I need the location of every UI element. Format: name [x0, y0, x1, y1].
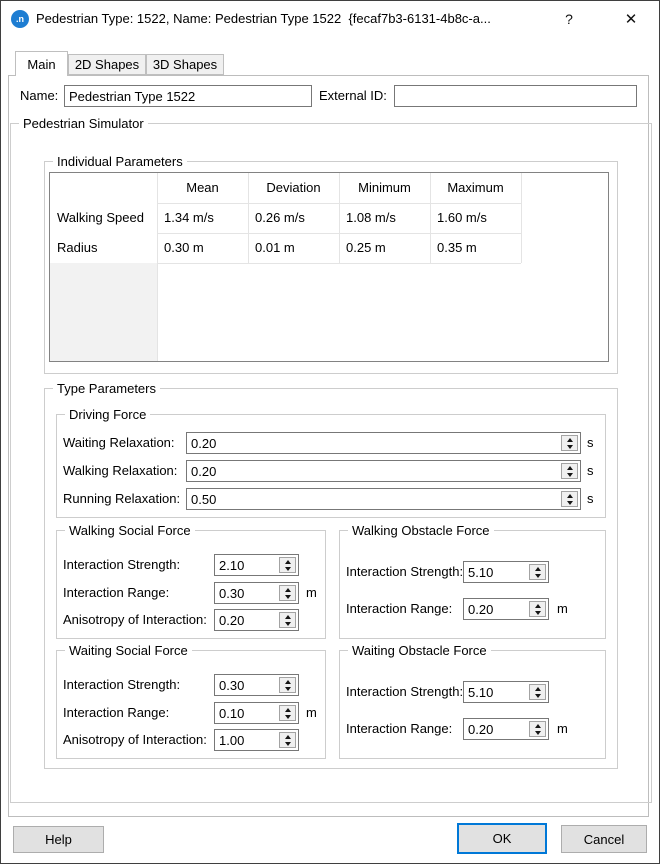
waof-interaction-strength-input[interactable] — [464, 682, 526, 702]
walking-relaxation-label: Walking Relaxation: — [63, 463, 178, 478]
spinner — [561, 463, 578, 479]
unit-label: s — [587, 435, 594, 450]
spin-down-button[interactable] — [530, 729, 545, 736]
spin-down-button[interactable] — [562, 443, 577, 450]
unit-label: s — [587, 463, 594, 478]
arrow-down-icon — [285, 595, 291, 599]
pedestrian-simulator-group-label: Pedestrian Simulator — [19, 114, 148, 133]
column-header-mean: Mean — [186, 180, 219, 195]
wof-interaction-range-spinbox — [463, 598, 549, 620]
spinner — [279, 732, 296, 748]
help-button[interactable]: Help — [13, 826, 104, 853]
spin-up-button[interactable] — [280, 613, 295, 620]
interaction-range-label: Interaction Range: — [346, 721, 453, 736]
close-icon[interactable]: ✕ — [624, 11, 638, 28]
arrow-up-icon — [285, 588, 291, 592]
spin-up-button[interactable] — [280, 678, 295, 685]
wasf-interaction-range-input[interactable] — [215, 703, 276, 723]
spinner — [529, 564, 546, 580]
name-label: Name: — [20, 88, 59, 103]
table-cell[interactable]: 0.25 m — [346, 240, 386, 255]
wsf-interaction-range-spinbox — [214, 582, 299, 604]
spinner — [561, 491, 578, 507]
arrow-up-icon — [535, 567, 541, 571]
walking-social-force-group-label: Walking Social Force — [65, 521, 195, 540]
arrow-up-icon — [567, 466, 573, 470]
spinner — [529, 684, 546, 700]
waiting-relaxation-input[interactable] — [187, 433, 558, 453]
driving-force-group-label: Driving Force — [65, 405, 150, 424]
arrow-down-icon — [285, 622, 291, 626]
table-cell[interactable]: 0.35 m — [437, 240, 477, 255]
interaction-range-label: Interaction Range: — [63, 705, 170, 720]
unit-label: s — [587, 491, 594, 506]
spin-down-button[interactable] — [562, 471, 577, 478]
individual-parameters-table — [49, 172, 609, 362]
unit-label: m — [557, 601, 568, 616]
walking-relaxation-spinbox — [186, 460, 581, 482]
table-cell[interactable]: 0.30 m — [164, 240, 204, 255]
anisotropy-label: Anisotropy of Interaction: — [63, 612, 207, 627]
wsf-anisotropy-spinbox — [214, 609, 299, 631]
spin-up-button[interactable] — [280, 558, 295, 565]
unit-label: m — [306, 705, 317, 720]
spin-down-button[interactable] — [280, 740, 295, 747]
external-id-input[interactable] — [394, 85, 637, 107]
column-header-deviation: Deviation — [266, 180, 321, 195]
arrow-up-icon — [567, 494, 573, 498]
arrow-down-icon — [535, 694, 541, 698]
spin-down-button[interactable] — [280, 565, 295, 572]
titlebar-help-button[interactable]: ? — [565, 11, 573, 27]
wasf-anisotropy-input[interactable] — [215, 730, 276, 750]
row-header-walking-speed: Walking Speed — [57, 210, 144, 225]
anisotropy-label: Anisotropy of Interaction: — [63, 732, 207, 747]
spin-down-button[interactable] — [280, 593, 295, 600]
spinner — [279, 557, 296, 573]
running-relaxation-spinbox — [186, 488, 581, 510]
spin-up-button[interactable] — [280, 706, 295, 713]
spin-up-button[interactable] — [530, 602, 545, 609]
table-cell[interactable]: 1.34 m/s — [164, 210, 214, 225]
waiting-relaxation-label: Waiting Relaxation: — [63, 435, 175, 450]
ok-button[interactable]: OK — [457, 823, 547, 854]
waiting-obstacle-force-group — [339, 643, 606, 759]
unit-label: m — [557, 721, 568, 736]
arrow-up-icon — [535, 687, 541, 691]
walking-obstacle-force-group — [339, 523, 606, 639]
table-cell[interactable]: 1.60 m/s — [437, 210, 487, 225]
wasf-interaction-range-spinbox — [214, 702, 299, 724]
row-header-radius: Radius — [57, 240, 98, 255]
interaction-strength-label: Interaction Strength: — [346, 684, 464, 699]
spinner — [529, 721, 546, 737]
arrow-down-icon — [567, 501, 573, 505]
spin-up-button[interactable] — [280, 733, 295, 740]
interaction-strength-label: Interaction Strength: — [346, 564, 464, 579]
spin-up-button[interactable] — [530, 685, 545, 692]
interaction-strength-label: Interaction Strength: — [63, 677, 181, 692]
spin-up-button[interactable] — [562, 492, 577, 499]
spinner — [279, 585, 296, 601]
arrow-down-icon — [567, 473, 573, 477]
tab-main[interactable]: Main — [15, 51, 68, 76]
spin-up-button[interactable] — [530, 565, 545, 572]
spin-down-button[interactable] — [530, 609, 545, 616]
spinner — [279, 677, 296, 693]
spin-up-button[interactable] — [562, 436, 577, 443]
spin-up-button[interactable] — [530, 722, 545, 729]
arrow-down-icon — [567, 445, 573, 449]
type-parameters-group-label: Type Parameters — [53, 379, 160, 398]
grid-line — [521, 173, 522, 263]
external-id-label: External ID: — [319, 88, 387, 103]
tab-2d-shapes[interactable]: 2D Shapes — [68, 54, 146, 75]
spin-up-button[interactable] — [280, 586, 295, 593]
waiting-relaxation-spinbox — [186, 432, 581, 454]
individual-parameters-group-label: Individual Parameters — [53, 152, 187, 171]
wsf-interaction-range-input[interactable] — [215, 583, 276, 603]
wasf-interaction-strength-input[interactable] — [215, 675, 276, 695]
arrow-up-icon — [285, 680, 291, 684]
name-input[interactable] — [64, 85, 312, 107]
interaction-range-label: Interaction Range: — [346, 601, 453, 616]
arrow-down-icon — [285, 715, 291, 719]
spinner — [279, 705, 296, 721]
cancel-button[interactable]: Cancel — [561, 825, 647, 853]
tab-3d-shapes[interactable]: 3D Shapes — [146, 54, 224, 75]
interaction-range-label: Interaction Range: — [63, 585, 170, 600]
arrow-down-icon — [535, 731, 541, 735]
wasf-interaction-strength-spinbox — [214, 674, 299, 696]
wasf-anisotropy-spinbox — [214, 729, 299, 751]
window-title: Pedestrian Type: 1522, Name: Pedestrian Type 1522 {fecaf7b3-6131-4b8c-a... — [36, 11, 491, 26]
arrow-down-icon — [285, 687, 291, 691]
running-relaxation-label: Running Relaxation: — [63, 491, 181, 506]
wsf-interaction-strength-spinbox — [214, 554, 299, 576]
title-bar — [1, 1, 659, 37]
interaction-strength-label: Interaction Strength: — [63, 557, 181, 572]
arrow-down-icon — [285, 567, 291, 571]
waiting-obstacle-force-group-label: Waiting Obstacle Force — [348, 641, 491, 660]
arrow-up-icon — [535, 604, 541, 608]
table-cell[interactable]: 0.26 m/s — [255, 210, 305, 225]
app-icon: .n — [11, 10, 29, 28]
spin-up-button[interactable] — [562, 464, 577, 471]
spinner — [561, 435, 578, 451]
arrow-up-icon — [285, 708, 291, 712]
wof-interaction-range-input[interactable] — [464, 599, 526, 619]
arrow-up-icon — [567, 438, 573, 442]
arrow-down-icon — [535, 611, 541, 615]
spinner — [529, 601, 546, 617]
table-cell[interactable]: 0.01 m — [255, 240, 295, 255]
grid-line — [157, 263, 521, 264]
spin-down-button[interactable] — [530, 572, 545, 579]
spinner — [279, 612, 296, 628]
wof-interaction-strength-input[interactable] — [464, 562, 526, 582]
arrow-up-icon — [285, 560, 291, 564]
unit-label: m — [306, 585, 317, 600]
row-header-filler — [50, 263, 157, 361]
waof-interaction-range-input[interactable] — [464, 719, 526, 739]
arrow-up-icon — [285, 615, 291, 619]
wsf-anisotropy-input[interactable] — [215, 610, 276, 630]
arrow-down-icon — [535, 574, 541, 578]
spin-down-button[interactable] — [280, 713, 295, 720]
walking-relaxation-input[interactable] — [187, 461, 558, 481]
arrow-down-icon — [285, 742, 291, 746]
spin-down-button[interactable] — [280, 620, 295, 627]
column-header-minimum: Minimum — [358, 180, 411, 195]
waof-interaction-strength-spinbox — [463, 681, 549, 703]
spin-down-button[interactable] — [562, 499, 577, 506]
wsf-interaction-strength-input[interactable] — [215, 555, 276, 575]
waiting-social-force-group-label: Waiting Social Force — [65, 641, 192, 660]
spin-down-button[interactable] — [530, 692, 545, 699]
column-header-maximum: Maximum — [447, 180, 504, 195]
table-cell[interactable]: 1.08 m/s — [346, 210, 396, 225]
waof-interaction-range-spinbox — [463, 718, 549, 740]
wof-interaction-strength-spinbox — [463, 561, 549, 583]
spin-down-button[interactable] — [280, 685, 295, 692]
arrow-up-icon — [535, 724, 541, 728]
running-relaxation-input[interactable] — [187, 489, 558, 509]
arrow-up-icon — [285, 735, 291, 739]
walking-obstacle-force-group-label: Walking Obstacle Force — [348, 521, 494, 540]
